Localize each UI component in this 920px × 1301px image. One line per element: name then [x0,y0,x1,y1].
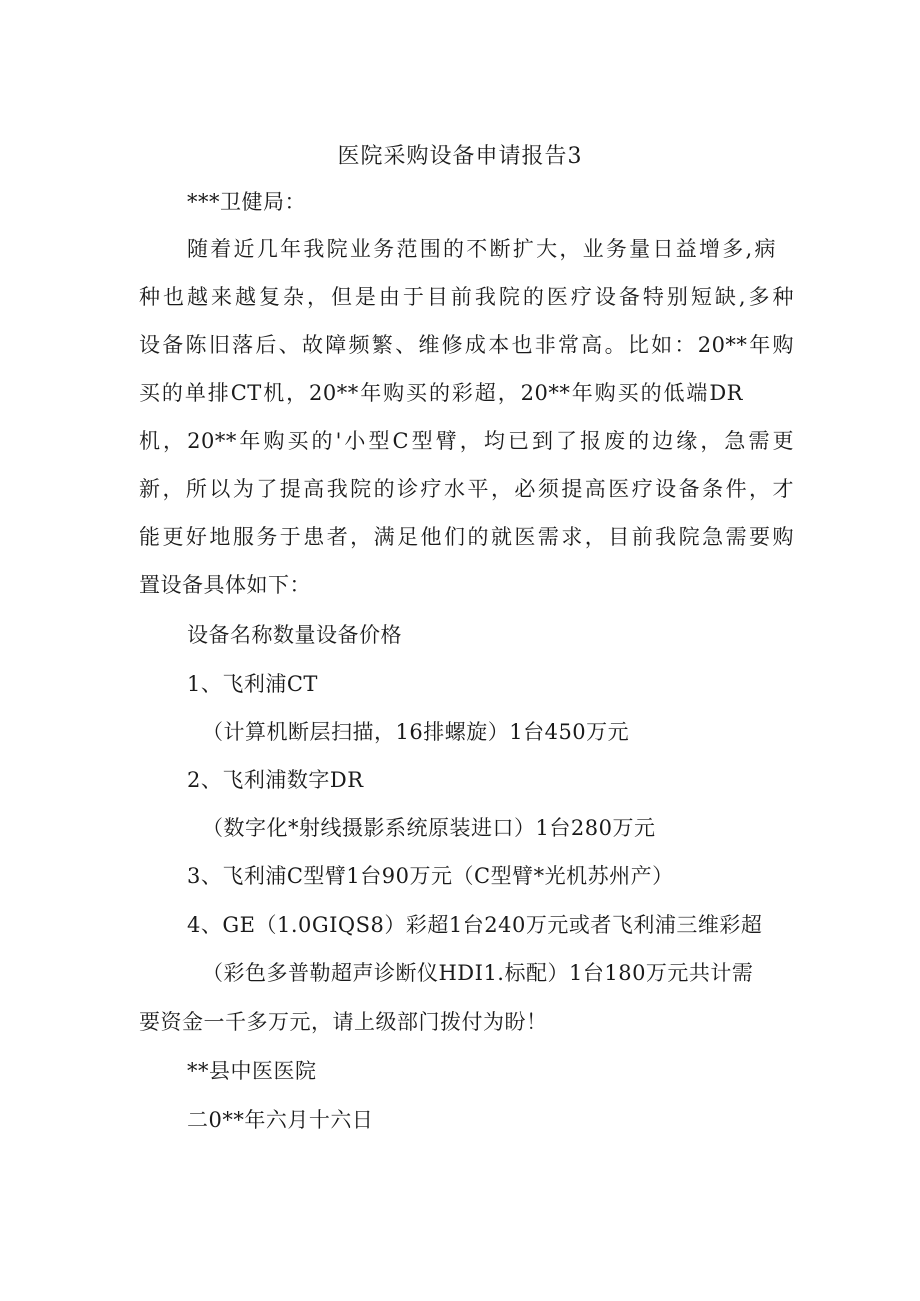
date: 二0**年六月十六日 [187,1108,374,1132]
list-item: （数字化*射线摄影系统原装进口）1台280万元 [202,816,656,840]
list-item: 3、飞利浦C型臂1台90万元（C型臂*光机苏州产） [187,864,674,888]
body-line: 随着近几年我院业务范围的不断扩大，业务量日益增多,病 [187,237,776,261]
list-item: （彩色多普勒超声诊断仪HDI1.标配）1台180万元共计需 [202,961,754,985]
salutation: ***卫健局： [187,190,306,214]
body-line: 设备陈旧落后、故障频繁、维修成本也非常高。比如：20**年购 [139,333,794,357]
list-header: 设备名称数量设备价格 [187,623,402,647]
list-item: 1、飞利浦CT [187,672,318,696]
list-item: （计算机断层扫描，16排螺旋）1台450万元 [202,720,630,744]
body-line: 新，所以为了提高我院的诊疗水平，必须提高医疗设备条件，才 [139,477,794,501]
body-line: 买的单排CT机，20**年购买的彩超，20**年购买的低端DR [139,381,743,405]
body-line: 能更好地服务于患者，满足他们的就医需求，目前我院急需要购 [139,525,794,549]
document-title: 医院采购设备申请报告3 [337,144,583,169]
list-item: 2、飞利浦数字DR [187,768,364,792]
body-line: 置设备具体如下： [139,573,311,597]
signature: **县中医医院 [187,1059,317,1083]
list-item: 4、GE（1.0GIQS8）彩超1台240万元或者飞利浦三维彩超 [187,913,763,937]
body-line: 种也越来越复杂，但是由于目前我院的医疗设备特别短缺,多种 [139,285,794,309]
list-item: 要资金一千多万元，请上级部门拨付为盼！ [139,1010,548,1034]
body-line: 机，20**年购买的'小型C型臂，均已到了报废的边缘，急需更 [139,429,794,453]
